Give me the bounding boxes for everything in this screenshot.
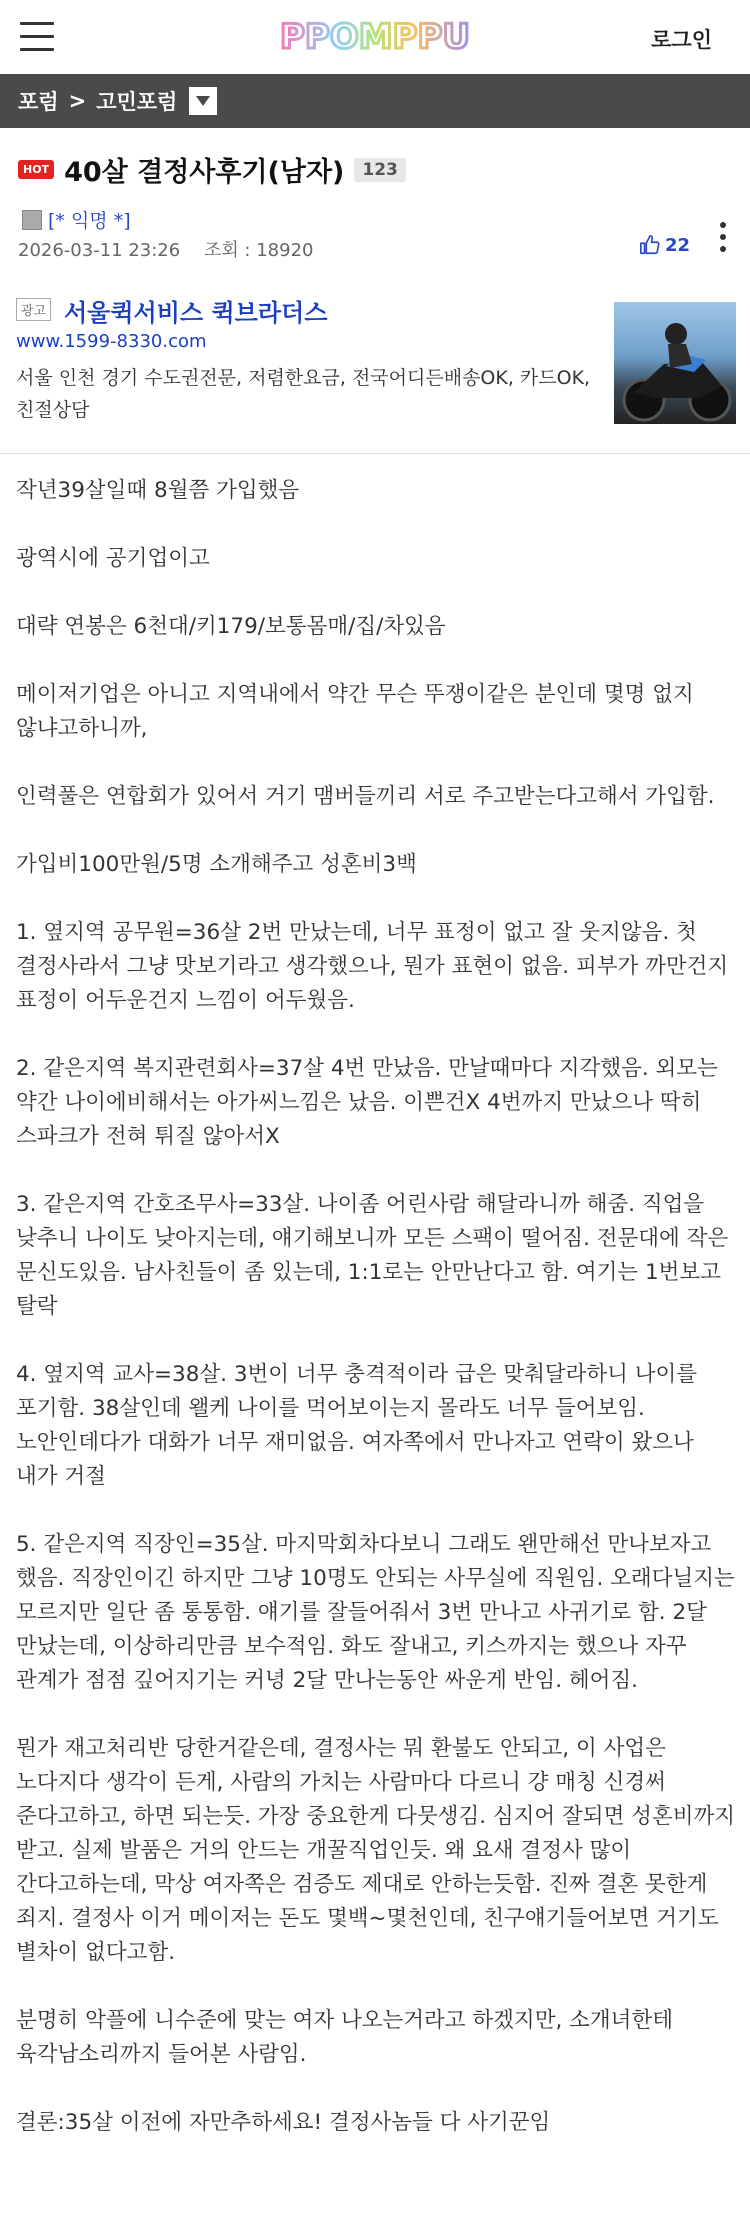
like-count: 22 — [664, 234, 690, 256]
post-views: 조회 : 18920 — [203, 240, 314, 261]
login-button[interactable]: 로그인 — [651, 28, 712, 52]
content-paragraph: 결론:35살 이전에 자만추하세요! 결정사놈들 다 사기꾼임 — [16, 2110, 551, 2135]
hot-badge: HOT — [18, 160, 54, 179]
thumbs-up-icon — [639, 234, 661, 256]
content-paragraph: 분명히 악플에 니수준에 맞는 여자 나오는거라고 하겠지만, 소개녀한테 육각남소리까지 들어본 사람임. — [16, 2008, 680, 2067]
menu-icon[interactable] — [20, 22, 54, 52]
author-name[interactable]: [* 익명 *] — [48, 210, 131, 232]
logo-text: PPOMPPU — [279, 17, 471, 57]
ad-image[interactable] — [614, 302, 736, 424]
content-paragraph: 가입비100만원/5명 소개해주고 성혼비3백 — [16, 852, 417, 877]
breadcrumb-current[interactable]: 고민포럼 — [96, 90, 178, 114]
content-paragraph: 4. 옆지역 교사=38살. 3번이 너무 충격적이라 급은 맞춰달라하니 나이를 포기함. 38살인데 왤케 나이를 먹어보이는지 몰라도 너무 들어보임. 노안인데다가 대화가 너무 재미없음. 여자쪽에서 만나자고 연락이 왔으나 내가 거절 — [16, 1362, 704, 1489]
ad-description: 서울 인천 경기 수도권전문, 저렴한요금, 전국어디든배송OK, 카드OK, 친절상담 — [16, 367, 591, 421]
content-paragraph: 인력풀은 연합회가 있어서 거기 맴버들끼리 서로 주고받는다고해서 가입함. — [16, 784, 715, 809]
top-bar — [0, 0, 750, 74]
post-meta — [18, 236, 313, 262]
content-paragraph: 작년39살일때 8월쯤 가입했음 — [16, 478, 300, 503]
ad-banner[interactable] — [0, 284, 750, 454]
breadcrumb-root[interactable]: 포럼 — [18, 90, 59, 114]
ppomppu-logo[interactable] — [270, 8, 480, 64]
content-paragraph: 2. 같은지역 복지관련회사=37살 4번 만났음. 만날때마다 지각했음. 외모는 약간 나이에비해서는 아가씨느낌은 났음. 이쁜건X 4번까지 만났으나 딱히 스파크가 전혀 튀질 않아서X — [16, 1056, 725, 1149]
content-paragraph: 뭔가 재고처리반 당한거같은데, 결정사는 뭐 환불도 안되고, 이 사업은 노다지다 생각이 든게, 사람의 가치는 사람마다 다르니 걍 매칭 신경써 준다고하고, 하면 되는듯. 가장 중요한게 다뭇생김. 심지어 잘되면 성혼비까지 받고. 실제 발품은 거의 안드는 개꿀직업인듯. 왜 요새 결정사 많이 간다고하는데, 막상 여자쪽은 검증도 제대로 안하는듯함. 진짜 결혼 못한게 죄지. 결정사 이거 메이저는 돈도 몇백~몇천인데, 친구얘기들어보면 거기도 별차이 없다고함. — [16, 1736, 742, 1965]
post-title-row — [18, 150, 406, 189]
breadcrumb-separator: > — [68, 89, 87, 113]
comment-count-badge[interactable]: 123 — [354, 158, 406, 182]
content-paragraph: 메이저기업은 아니고 지역내에서 약간 무슨 뚜쟁이같은 분인데 몇명 없지 않냐고하니까, — [16, 682, 701, 741]
forum-dropdown-button[interactable] — [189, 87, 217, 115]
post-title: 40살 결정사후기(남자) — [64, 157, 345, 188]
post-content — [16, 474, 742, 2174]
content-paragraph: 3. 같은지역 간호조무사=33살. 나이좀 어린사람 해달라니까 해줌. 직업을 낮추니 나이도 낮아지는데, 얘기해보니까 모든 스팩이 떨어짐. 전문대에 작은 문신도있음. 남사친들이 좀 있는데, 1:1로는 안만난다고 함. 여기는 1번보고 탈락 — [16, 1192, 736, 1319]
content-paragraph: 5. 같은지역 직장인=35살. 마지막회차다보니 그래도 왠만해선 만나보자고 했음. 직장인이긴 하지만 그냥 10명도 안되는 사무실에 직원임. 오래다닐지는 모르지만 일단 좀 통통함. 얘기를 잘들어줘서 3번 만나고 사귀기로 함. 2달 만났는데, 이상하리만큼 보수적임. 화도 잘내고, 키스까지는 했으나 자꾸 관계가 점점 깊어지기는 커녕 2달 만나는동안 싸운게 반임. 헤어짐. — [16, 1532, 742, 1693]
ad-badge: 광고 — [16, 298, 51, 321]
author-avatar-icon — [22, 210, 42, 230]
ad-title[interactable]: 서울퀵서비스 퀵브라더스 — [64, 299, 328, 327]
ad-url[interactable]: www.1599-8330.com — [16, 331, 207, 352]
breadcrumb — [0, 74, 750, 128]
content-paragraph: 1. 옆지역 공무원=36살 2번 만났는데, 너무 표정이 없고 잘 웃지않음. 첫 결정사라서 그냥 맛보기라고 생각했으나, 뭔가 표현이 없음. 피부가 까만건지 표정이 어두운건지 느낌이 어두웠음. — [16, 920, 736, 1013]
motorcycle-rider-icon — [614, 302, 736, 424]
post-date: 2026-03-11 23:26 — [18, 240, 181, 261]
content-paragraph: 광역시에 공기업이고 — [16, 546, 210, 571]
more-options-icon[interactable] — [718, 222, 728, 256]
content-paragraph: 대략 연봉은 6천대/키179/보통몸매/집/차있음 — [16, 614, 446, 639]
author-row — [22, 206, 131, 233]
caret-down-icon — [195, 95, 211, 107]
like-button[interactable] — [639, 234, 690, 256]
